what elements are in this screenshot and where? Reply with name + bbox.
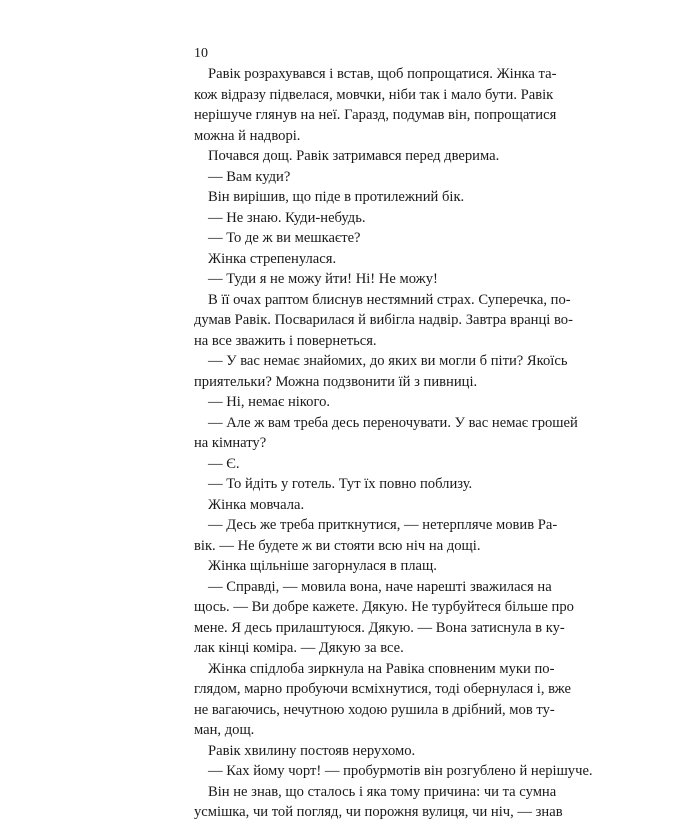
text-line: на кімнату? [194,435,267,451]
text-line: Жінка щільніше загорнулася в плащ. [208,558,437,574]
text-line: на все зважить і повернеться. [194,332,377,349]
text-line: вік. — Не будете ж ви стояти всю ніч на дощі. [194,537,481,554]
text-line: — Не знаю. Куди-небудь. [208,209,366,226]
text-line: — Ках йому чорт! — пробурмотів він розгублено й нерішуче. [208,763,593,779]
text-line: — Справді, — мовила вона, наче нарешті зважилася на [208,578,552,595]
text-line: усмішка, чи той погляд, чи порожня вулиця, чи ніч, — знав [194,804,563,820]
text-line: Він не знав, що сталось і яка тому причина: чи та сумна [208,783,557,800]
text-line: — Вам куди? [208,168,291,185]
text-line: — То йдіть у готель. Тут їх повно поблизу. [208,476,473,492]
text-line: Жінка спідлоба зиркнула на Равіка сповненим муки по- [208,660,555,677]
text-line: мене. Я десь прилаштуюся. Дякую. — Вона затиснула в ку- [194,619,565,636]
text-line: Равік хвилину постояв нерухомо. [208,742,416,759]
text-line: — Десь же треба приткнутися, — нетерпляче мовив Ра- [208,517,558,533]
page-body-text [194,64,593,823]
text-line: не вагаючись, нечутною ходою рушила в дрібний, мов ту- [194,701,555,718]
text-line: можна й надворі. [194,127,301,144]
text-line: щось. — Ви добре кажете. Дякую. Не турбуйтеся більше про [194,599,574,615]
text-line: Жінка мовчала. [208,496,305,513]
text-line: — Є. [208,455,240,472]
text-line: приятельки? Можна подзвонити їй з пивниці. [194,373,478,390]
page-number: 10 [194,46,208,61]
text-line: В її очах раптом блиснув нестямний страх. Суперечка, по- [208,291,571,308]
text-line: — Але ж вам треба десь переночувати. У вас немає грошей [208,414,578,431]
text-line: нерішуче глянув на неї. Гаразд, подумав він, попрощатися [194,107,557,123]
text-line: Равік розрахувався і встав, щоб попрощатися. Жінка та- [208,66,557,82]
text-line: глядом, марно пробуючи всміхнутися, тоді обернулася і, вже [194,681,571,697]
text-line: лак кінці коміра. — Дякую за все. [194,640,404,656]
text-line: — Туди я не можу йти! Ні! Не можу! [208,271,438,287]
text-line: — Ні, немає нікого. [208,394,331,410]
text-line: Жінка стрепенулася. [208,250,337,267]
text-line: ман, дощ. [194,722,255,738]
text-line: Він вирішив, що піде в протилежний бік. [208,189,465,205]
text-line: думав Равік. Посварилася й вибігла надвір. Завтра вранці во- [194,312,573,328]
text-line: кож відразу підвелася, мовчки, ніби так і мало бути. Равік [194,86,554,103]
text-line: — У вас немає знайомих, до яких ви могли б піти? Якоїсь [208,353,568,369]
text-line: — То де ж ви мешкаєте? [208,230,361,246]
text-line: Почався дощ. Равік затримався перед дверима. [208,148,500,164]
